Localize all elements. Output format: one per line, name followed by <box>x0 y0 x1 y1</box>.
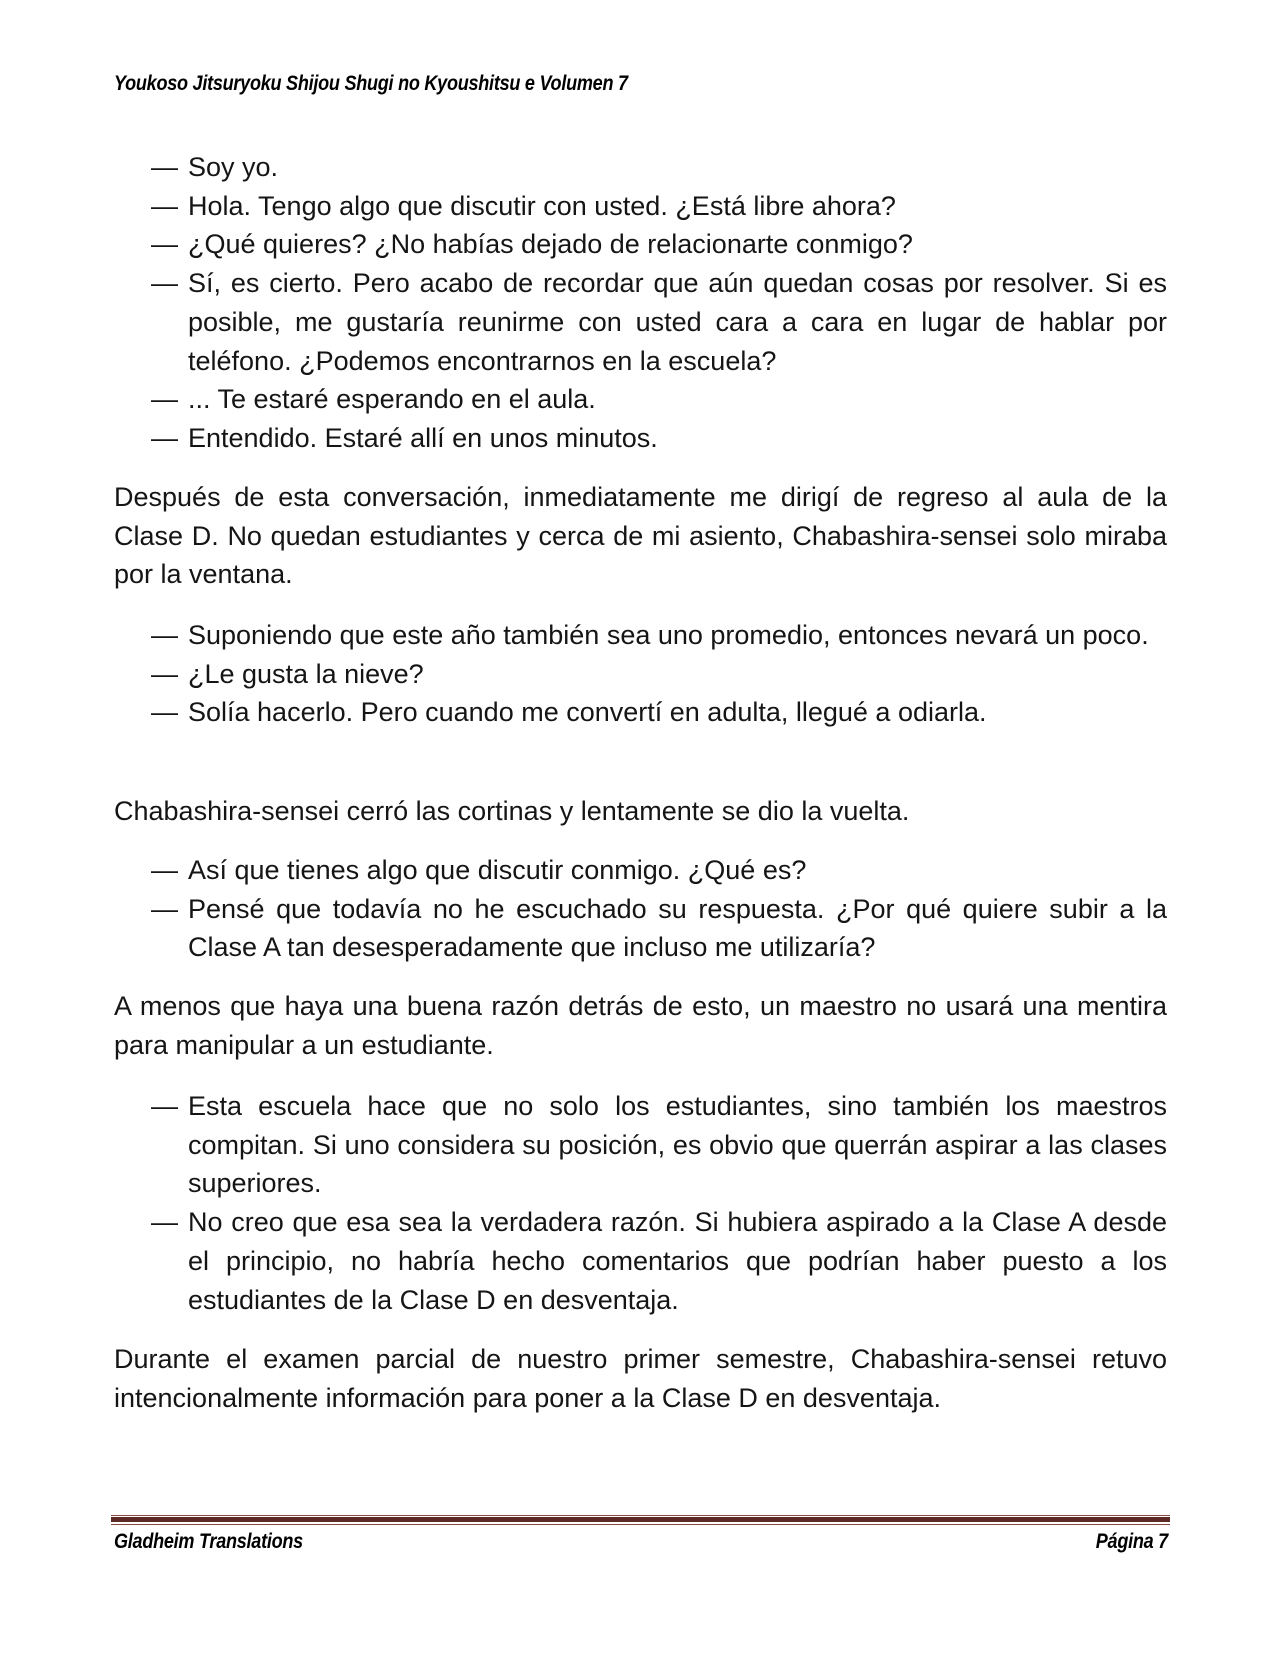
em-dash: — <box>151 1091 178 1121</box>
dialogue-text: ... Te estaré esperando en el aula. <box>188 384 596 415</box>
em-dash: — <box>151 268 178 299</box>
dialogue-line <box>114 1203 1167 1319</box>
dialogue-line <box>114 419 1167 458</box>
em-dash: — <box>151 658 178 689</box>
dialogue-text: Entendido. Estaré allí en unos minutos. <box>188 422 658 453</box>
em-dash: — <box>151 620 178 650</box>
dialogue-line <box>114 264 1167 380</box>
dialogue-text: Esta escuela hace que no solo los estudiantes, sino también los maestros compitan. Si uno considera su posición, es obvio que querrán aspirar a las clases superiores. <box>188 1091 1167 1199</box>
dialogue-line <box>114 890 1167 967</box>
dialogue-line <box>114 187 1167 226</box>
dialogue-line <box>114 380 1167 419</box>
dialogue-text: ¿Le gusta la nieve? <box>188 658 424 689</box>
dialogue-block <box>114 851 1167 967</box>
footer-page-number: Página 7 <box>1095 1530 1168 1553</box>
dialogue-text: Hola. Tengo algo que discutir con usted. ¿Está libre ahora? <box>188 190 896 221</box>
narration-paragraph <box>114 792 1167 831</box>
em-dash: — <box>151 855 178 885</box>
paragraph-text: Chabashira-sensei cerró las cortinas y lentamente se dio la vuelta. <box>114 796 910 826</box>
footer-rule-thick <box>111 1517 1170 1522</box>
em-dash: — <box>151 229 178 260</box>
footer-translator: Gladheim Translations <box>114 1530 303 1553</box>
dialogue-line <box>114 1087 1167 1203</box>
dialogue-block <box>114 616 1167 732</box>
narration-paragraph <box>114 478 1167 594</box>
dialogue-line <box>114 148 1167 187</box>
footer-rule <box>111 1515 1170 1516</box>
paragraph-text: Después de esta conversación, inmediatamente me dirigí de regreso al aula de la Clase D. No quedan estudiantes y cerca de mi asiento, Chabashira-sensei solo miraba por la ventana. <box>114 482 1167 590</box>
paragraph-text: Durante el examen parcial de nuestro primer semestre, Chabashira-sensei retuvo intencionalmente información para poner a la Clase D en desventaja. <box>114 1344 1167 1413</box>
dialogue-text: Soy yo. <box>188 152 279 182</box>
em-dash: — <box>151 384 178 415</box>
em-dash: — <box>151 422 178 453</box>
em-dash: — <box>151 152 178 182</box>
em-dash: — <box>151 190 178 221</box>
dialogue-line <box>114 851 1167 890</box>
dialogue-text: No creo que esa sea la verdadera razón. Si hubiera aspirado a la Clase A desde el principio, no habría hecho comentarios que podrían haber puesto a los estudiantes de la Clase D en desventaja. <box>188 1207 1167 1315</box>
narration-paragraph <box>114 987 1167 1064</box>
dialogue-text: ¿Qué quieres? ¿No habías dejado de relacionarte conmigo? <box>188 229 913 260</box>
dialogue-text: Pensé que todavía no he escuchado su respuesta. ¿Por qué quiere subir a la Clase A tan desesperadamente que incluso me utilizaría? <box>188 893 1167 963</box>
dialogue-text: Sí, es cierto. Pero acabo de recordar que aún quedan cosas por resolver. Si es posible, me gustaría reunirme con usted cara a cara en lugar de hablar por teléfono. ¿Podemos encontrarnos en la escuela? <box>188 268 1167 376</box>
running-header: Youkoso Jitsuryoku Shijou Shugi no Kyoushitsu e Volumen 7 <box>114 72 628 95</box>
dialogue-line <box>114 616 1167 655</box>
dialogue-line <box>114 693 1167 732</box>
narration-paragraph <box>114 1340 1167 1417</box>
em-dash: — <box>151 1207 178 1238</box>
dialogue-line <box>114 225 1167 264</box>
dialogue-text: Solía hacerlo. Pero cuando me convertí en adulta, llegué a odiarla. <box>188 697 987 728</box>
em-dash: — <box>151 893 178 924</box>
footer-rule <box>111 1524 1170 1525</box>
dialogue-line <box>114 655 1167 694</box>
paragraph-text: A menos que haya una buena razón detrás de esto, un maestro no usará una mentira para manipular a un estudiante. <box>114 991 1167 1060</box>
em-dash: — <box>151 697 178 728</box>
dialogue-block <box>114 1087 1167 1319</box>
dialogue-text: Suponiendo que este año también sea uno promedio, entonces nevará un poco. <box>188 620 1149 650</box>
dialogue-block <box>114 148 1167 458</box>
dialogue-text: Así que tienes algo que discutir conmigo. ¿Qué es? <box>188 855 807 885</box>
